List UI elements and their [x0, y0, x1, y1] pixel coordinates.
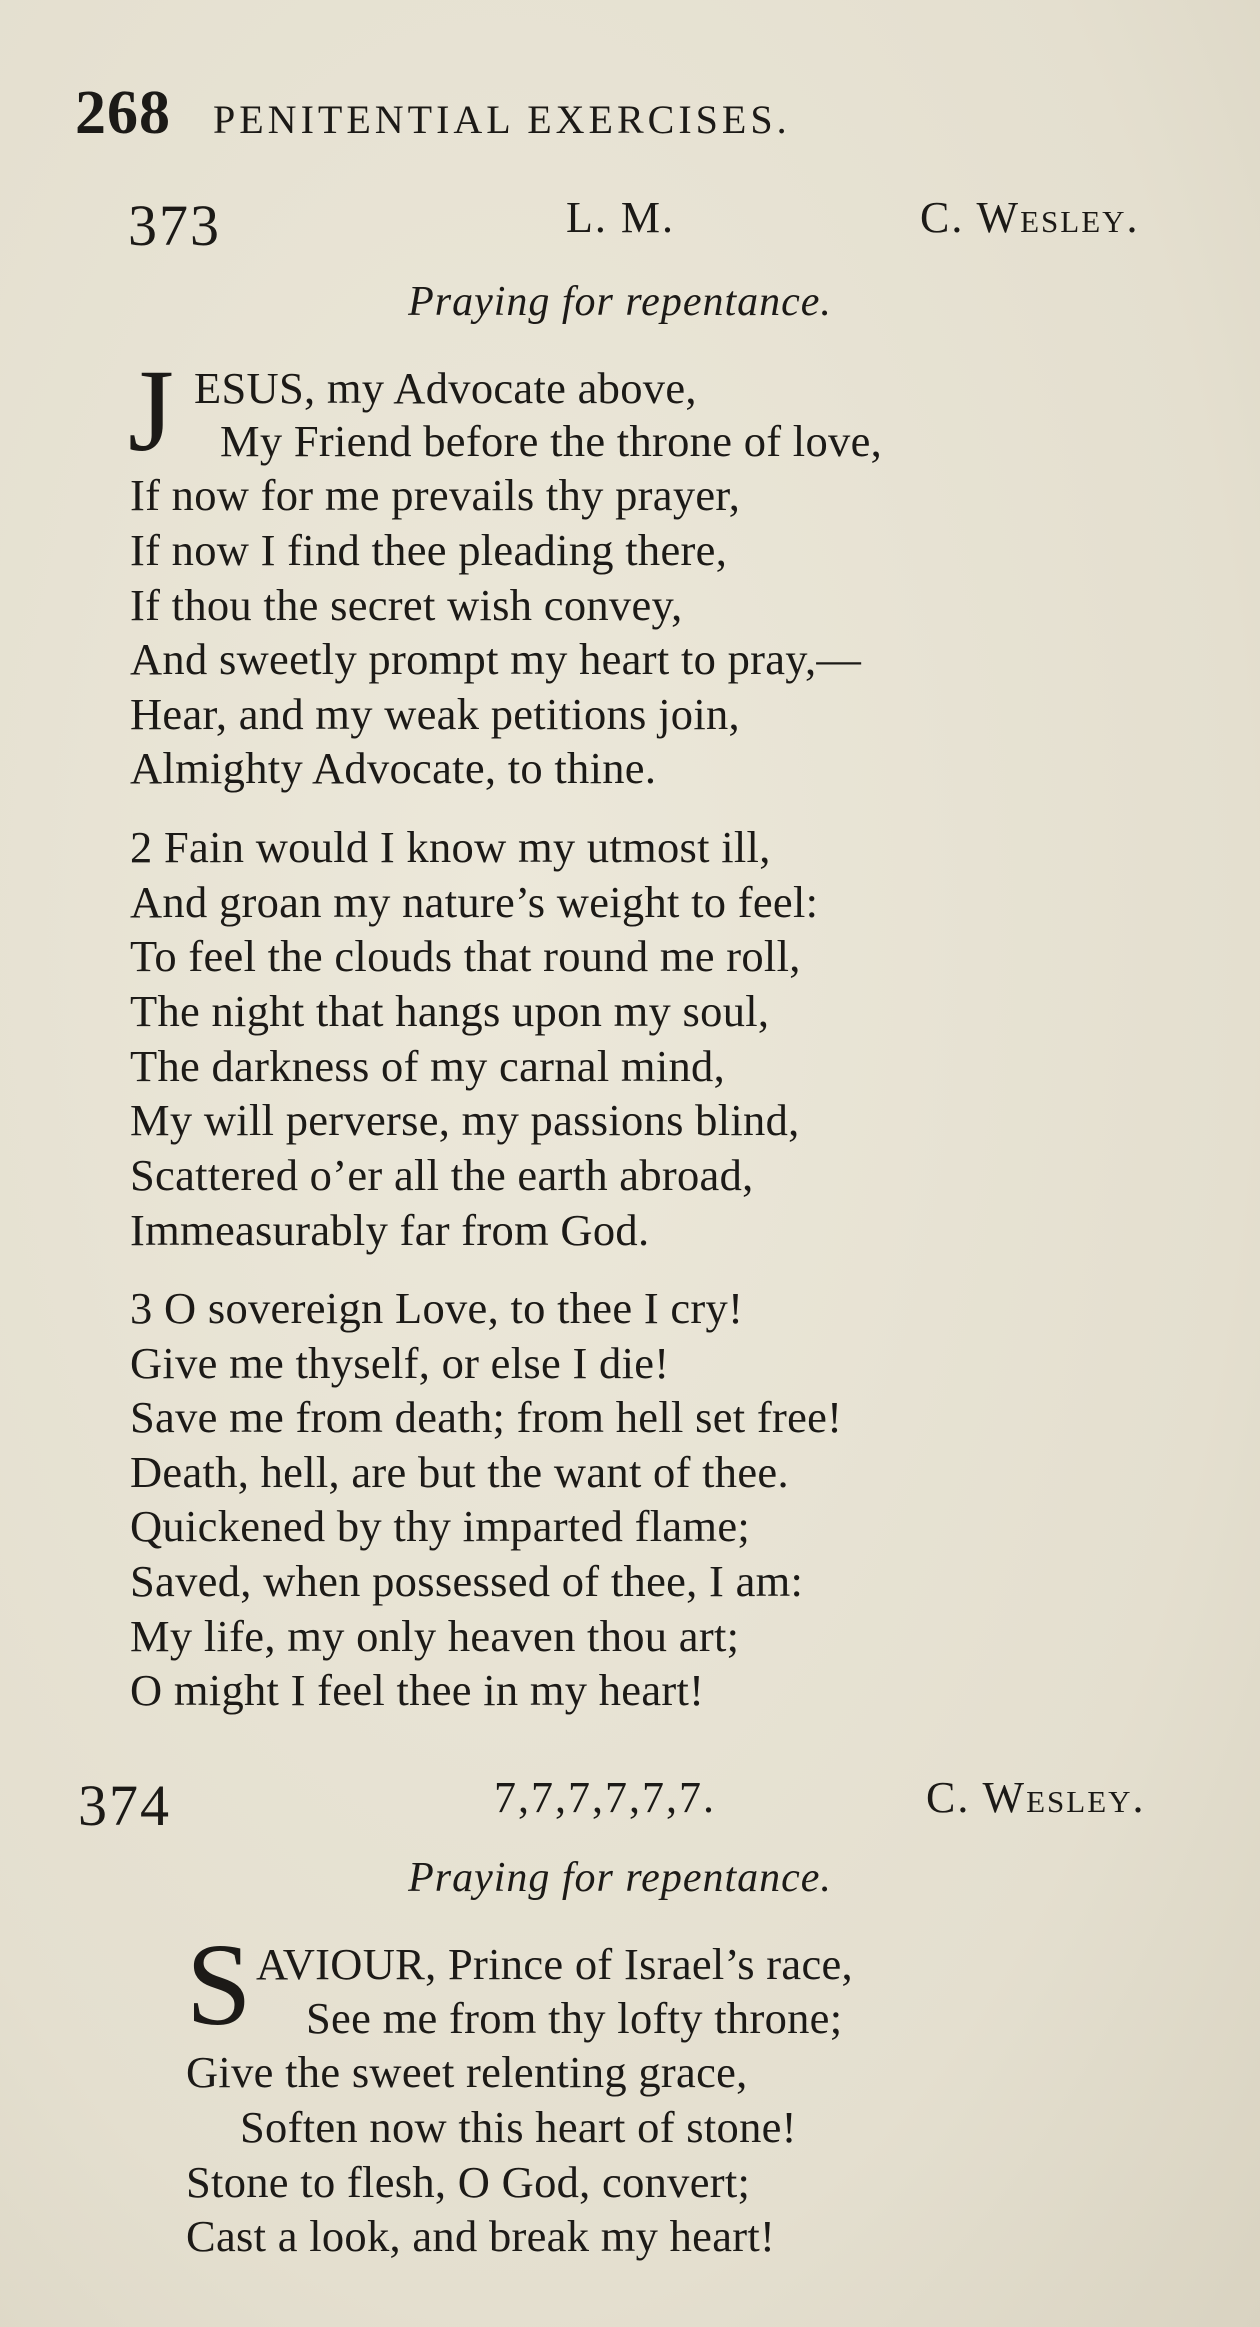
hymn-topic: Praying for repentance. [408, 279, 832, 325]
verse-line: The darkness of my carnal mind, [130, 1041, 726, 1091]
hymn-meter: L. M. [566, 193, 675, 242]
hymn-author: C. Wesley. [926, 1773, 1146, 1822]
verse-line: And groan my nature’s weight to feel: [130, 877, 819, 927]
verse-line: And sweetly prompt my heart to pray,— [130, 634, 862, 684]
hymn-number: 374 [78, 1773, 171, 1838]
verse-line: My Friend before the throne of love, [220, 416, 883, 466]
verse-line: If now I find thee pleading there, [130, 525, 728, 575]
verse-line: The night that hangs upon my soul, [130, 986, 770, 1036]
verse-line: If thou the secret wish convey, [130, 580, 683, 630]
verse-line: ESUS, my Advocate above, [194, 363, 697, 413]
drop-cap: J [128, 345, 174, 476]
running-head [75, 78, 791, 149]
verse-line: See me from thy lofty throne; [306, 1993, 843, 2043]
verse-line: My will perverse, my passions blind, [130, 1095, 800, 1145]
drop-cap: S [186, 1919, 252, 2050]
verse-line: Cast a look, and break my heart! [186, 2211, 776, 2261]
verse-line: Almighty Advocate, to thine. [130, 743, 657, 793]
verse-line: Immeasurably far from God. [130, 1205, 650, 1255]
verse-line: Saved, when possessed of thee, I am: [130, 1556, 804, 1606]
verse-line: Scattered o’er all the earth abroad, [130, 1150, 754, 1200]
verse-line: Quickened by thy imparted flame; [130, 1501, 751, 1551]
hymn-number: 373 [128, 193, 221, 258]
verse-line: 3 O sovereign Love, to thee I cry! [130, 1283, 744, 1333]
verse-line: Stone to flesh, O God, convert; [186, 2157, 751, 2207]
verse-line: Save me from death; from hell set free! [130, 1392, 843, 1442]
verse-line: AVIOUR, Prince of Israel’s race, [256, 1939, 853, 1989]
verse-line: O might I feel thee in my heart! [130, 1665, 705, 1715]
verse-line: Death, hell, are but the want of thee. [130, 1447, 789, 1497]
verse-line: If now for me prevails thy prayer, [130, 470, 741, 520]
page-number: 268 [75, 79, 171, 147]
hymn-author: C. Wesley. [920, 193, 1140, 242]
verse-line: To feel the clouds that round me roll, [130, 931, 801, 981]
verse-line: Hear, and my weak petitions join, [130, 689, 740, 739]
verse-line: My life, my only heaven thou art; [130, 1611, 740, 1661]
verse-line: 2 Fain would I know my utmost ill, [130, 822, 771, 872]
hymn-374-header [0, 1772, 1260, 1842]
verse-line: Soften now this heart of stone! [240, 2102, 797, 2152]
running-title: PENITENTIAL EXERCISES. [213, 97, 791, 142]
hymn-meter: 7,7,7,7,7,7. [494, 1773, 716, 1822]
verse-line: Give me thyself, or else I die! [130, 1338, 670, 1388]
hymn-topic: Praying for repentance. [408, 1855, 832, 1901]
verse-line: Give the sweet relenting grace, [186, 2047, 748, 2097]
hymn-373-header [0, 192, 1260, 262]
